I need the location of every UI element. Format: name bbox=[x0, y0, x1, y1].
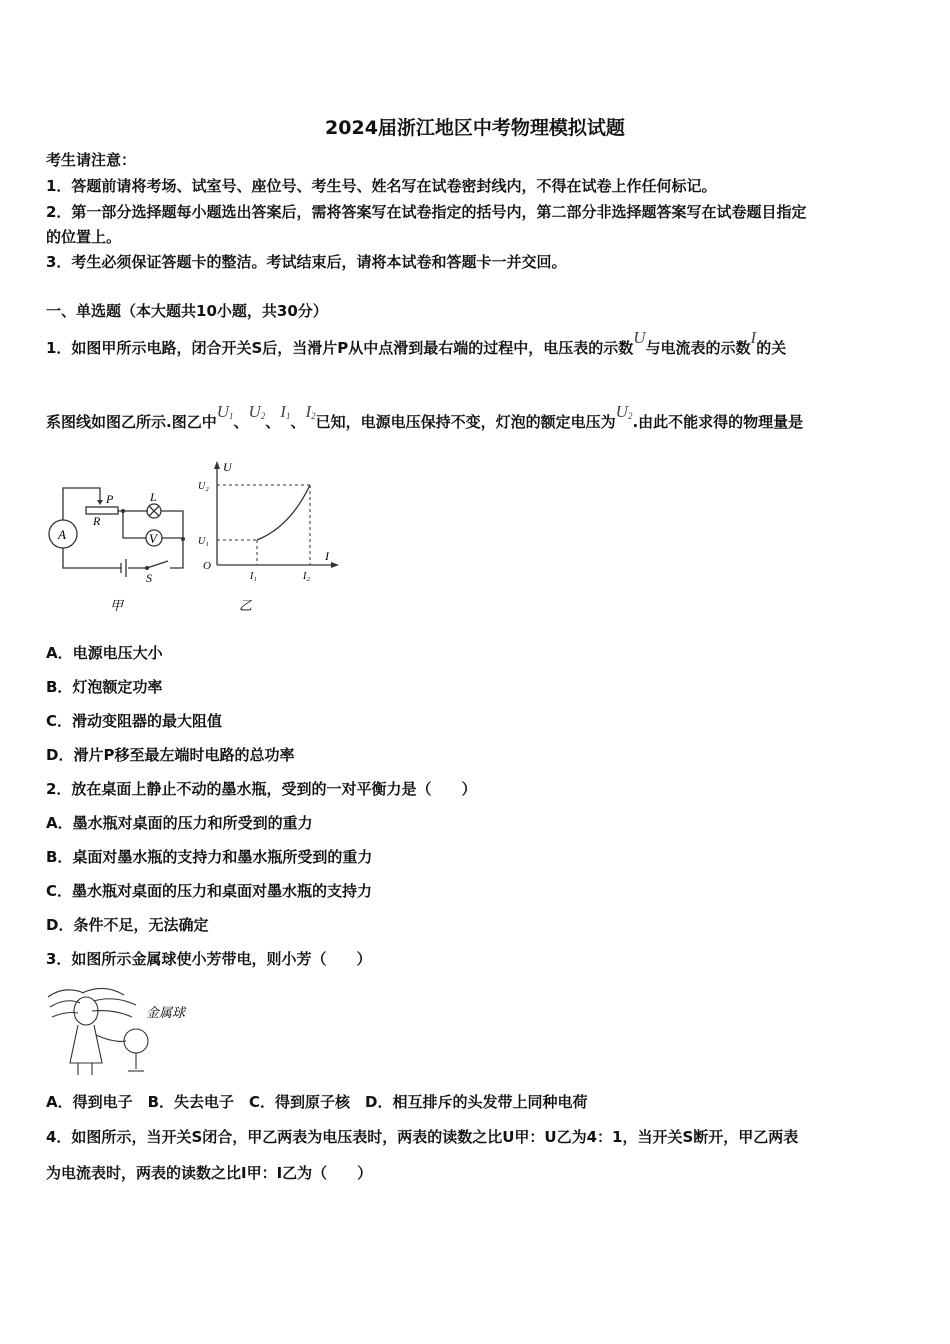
u-i-graph bbox=[195, 455, 345, 615]
q2-stem: 2．放在桌面上静止不动的墨水瓶，受到的一对平衡力是（ ） bbox=[46, 780, 477, 798]
var-i: I bbox=[750, 328, 757, 347]
section-heading: 一、单选题（本大题共10小题，共30分） bbox=[46, 302, 328, 320]
voltmeter-label: V bbox=[149, 531, 157, 546]
metal-ball-label: 金属球 bbox=[146, 1005, 186, 1020]
q2-option-d: D．条件不足，无法确定 bbox=[46, 916, 209, 934]
sep: 、 bbox=[233, 413, 249, 431]
q1-text: 与电流表的示数 bbox=[645, 339, 751, 357]
var-sub: 2 bbox=[311, 411, 316, 421]
notice-item: 2．第一部分选择题每小题选出答案后，需将答案写在试卷指定的括号内，第二部分非选择题答案写在试卷题目指定 bbox=[46, 203, 807, 221]
q1-option-a: A．电源电压大小 bbox=[46, 644, 163, 662]
var: I bbox=[280, 402, 286, 421]
notice-item: 1．答题前请将考场、试室号、座位号、考生号、姓名写在试卷密封线内，不得在试卷上作任何标记。 bbox=[46, 177, 717, 195]
var: U bbox=[248, 402, 261, 421]
var: U bbox=[615, 402, 628, 421]
notice-item: 3．考生必须保证答题卡的整洁。考试结束后，请将本试卷和答题卡一并交回。 bbox=[46, 253, 567, 271]
var-sub: 1 bbox=[228, 411, 234, 421]
page-title: 2024届浙江地区中考物理模拟试题 bbox=[325, 117, 625, 139]
q1-line1 bbox=[46, 328, 787, 358]
i1-label: I₁ bbox=[250, 571, 257, 582]
notice-item: 的位置上。 bbox=[46, 228, 122, 246]
p-label: P bbox=[106, 492, 114, 506]
var-sub: 2 bbox=[627, 411, 633, 421]
q1-option-c: C．滑动变阻器的最大阻值 bbox=[46, 712, 223, 730]
q1-option-b: B．灯泡额定功率 bbox=[46, 678, 163, 696]
q1-text: 系图线如图乙所示.图乙中 bbox=[46, 413, 217, 431]
q1-option-d: D．滑片P移至最左端时电路的总功率 bbox=[46, 746, 295, 764]
q3-options: A．得到电子 B．失去电子 C．得到原子核 D．相互排斥的头发带上同种电荷 bbox=[46, 1093, 588, 1111]
q2-option-b: B．桌面对墨水瓶的支持力和墨水瓶所受到的重力 bbox=[46, 848, 373, 866]
notice-heading: 考生请注意： bbox=[46, 151, 137, 169]
q1-text: .由此不能求得的物理量是 bbox=[632, 413, 804, 431]
axis-u-label: U bbox=[223, 460, 232, 474]
q4-line2: 为电流表时，两表的读数之比I甲：I乙为（ ） bbox=[46, 1164, 373, 1182]
figure-caption-yi: 乙 bbox=[239, 598, 253, 613]
figure-caption-jia: 甲 bbox=[110, 598, 124, 613]
r-label: R bbox=[93, 514, 101, 528]
q1-line2 bbox=[46, 402, 804, 436]
q3-stem: 3．如图所示金属球使小芳带电，则小芳（ ） bbox=[46, 950, 372, 968]
axis-i-label: I bbox=[325, 549, 329, 563]
q1-text: 1．如图甲所示电路，闭合开关S后，当滑片P从中点滑到最右端的过程中，电压表的示数 bbox=[46, 339, 634, 357]
u1-label: U₁ bbox=[198, 536, 209, 547]
var-u: U bbox=[633, 328, 646, 347]
sep: 、 bbox=[290, 413, 306, 431]
i2-label: I₂ bbox=[303, 571, 310, 582]
q4-line1: 4．如图所示，当开关S闭合，甲乙两表为电压表时，两表的读数之比U甲：U乙为4：1，当开关S断开，甲乙两表 bbox=[46, 1128, 799, 1146]
var: U bbox=[216, 402, 229, 421]
l-label: L bbox=[150, 490, 157, 504]
u2-label: U₂ bbox=[198, 481, 209, 492]
q1-text: 的关 bbox=[756, 339, 787, 357]
circuit-diagram bbox=[40, 455, 200, 615]
var: I bbox=[305, 402, 312, 421]
q1-text: 已知，电源电压保持不变，灯泡的额定电压为 bbox=[315, 413, 616, 431]
girl-metal-ball-figure bbox=[44, 983, 204, 1078]
sep: 、 bbox=[265, 413, 281, 431]
ammeter-label: A bbox=[58, 527, 66, 542]
s-label: S bbox=[146, 571, 152, 585]
var-sub: 2 bbox=[260, 411, 266, 421]
var-sub: 1 bbox=[285, 411, 291, 421]
origin-label: O bbox=[203, 560, 211, 572]
q2-option-a: A．墨水瓶对桌面的压力和所受到的重力 bbox=[46, 814, 313, 832]
q2-option-c: C．墨水瓶对桌面的压力和桌面对墨水瓶的支持力 bbox=[46, 882, 373, 900]
